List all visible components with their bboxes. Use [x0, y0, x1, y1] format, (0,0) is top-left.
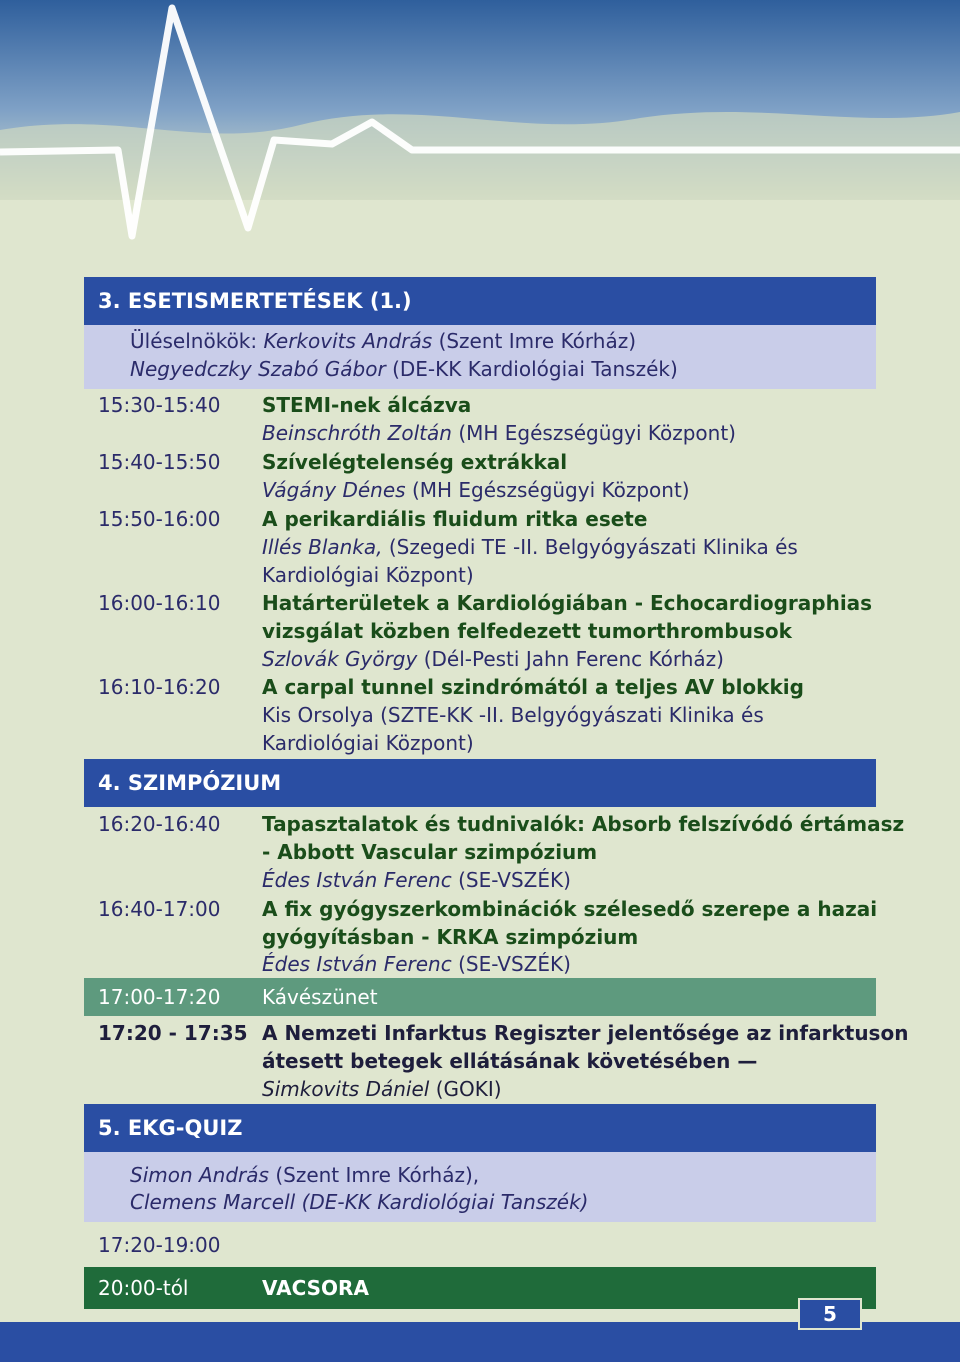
page-number: 5	[823, 1302, 837, 1326]
talk-speaker: Édes István Ferenc (SE-VSZÉK)	[262, 952, 571, 976]
talk-time: 15:30-15:40	[98, 393, 221, 417]
talk-time: 16:10-16:20	[98, 675, 221, 699]
talk-title: Tapasztalatok és tudnivalók: Absorb felszívódó értámasz	[262, 812, 905, 836]
talk-title: A carpal tunnel szindrómától a teljes AV blokkig	[262, 675, 804, 699]
talk-title: STEMI-nek álcázva	[262, 393, 472, 417]
talk-title: Szívelégtelenség extrákkal	[262, 450, 568, 474]
talk-speaker: Szlovák György (Dél-Pesti Jahn Ferenc Kórház)	[262, 647, 724, 671]
section4-header: 4. SZIMPÓZIUM	[84, 759, 876, 807]
talk-time: 16:00-16:10	[98, 591, 221, 615]
talk-title-cont: vizsgálat közben felfedezett tumorthrombusok	[262, 619, 792, 643]
talk-title: A Nemzeti Infarktus Regiszter jelentősége az infarktuson	[262, 1021, 909, 1045]
chairs-line-1: Üléselnökök: Kerkovits András (Szent Imre Kórház)	[130, 329, 637, 353]
talk-title-cont: - Abbott Vascular szimpózium	[262, 840, 598, 864]
talk-time: 16:40-17:00	[98, 897, 221, 921]
chairs-line-2: Negyedczky Szabó Gábor (DE-KK Kardiológiai Tanszék)	[130, 357, 678, 381]
talk-speaker: Simkovits Dániel (GOKI)	[262, 1077, 502, 1101]
talk-speaker: Illés Blanka, (Szegedi TE -II. Belgyógyászati Klinika és	[262, 535, 798, 559]
talk-speaker: Vágány Dénes (MH Egészségügyi Központ)	[262, 478, 690, 502]
dinner-time: 20:00-tól	[98, 1276, 189, 1300]
dinner-label: VACSORA	[262, 1276, 369, 1300]
hosts-line-2: Clemens Marcell (DE-KK Kardiológiai Tanszék)	[130, 1190, 589, 1214]
talk-time: 15:40-15:50	[98, 450, 221, 474]
talk-speaker: Kis Orsolya (SZTE-KK -II. Belgyógyászati Klinika és	[262, 703, 764, 727]
talk-time: 17:20 - 17:35	[98, 1021, 248, 1045]
break-label: Kávészünet	[262, 985, 378, 1009]
talk-title: Határterületek a Kardiológiában - Echocardiographias	[262, 591, 873, 615]
talk-affil-cont: Kardiológiai Központ)	[262, 731, 474, 755]
talk-speaker: Beinschróth Zoltán (MH Egészségügyi Központ)	[262, 421, 736, 445]
section3-header: 3. ESETISMERTETÉSEK (1.)	[84, 277, 876, 325]
hosts-line-1: Simon András (Szent Imre Kórház),	[130, 1163, 480, 1187]
talk-title: A fix gyógyszerkombinációk szélesedő szerepe a hazai	[262, 897, 878, 921]
talk-title: A perikardiális fluidum ritka esete	[262, 507, 648, 531]
talk-title-cont: gyógyításban - KRKA szimpózium	[262, 925, 639, 949]
talk-time: 16:20-16:40	[98, 812, 221, 836]
section5-header: 5. EKG-QUIZ	[84, 1104, 876, 1152]
dinner-band	[84, 1267, 876, 1309]
talk-affil-cont: Kardiológiai Központ)	[262, 563, 474, 587]
talk-time: 15:50-16:00	[98, 507, 221, 531]
talk-speaker: Édes István Ferenc (SE-VSZÉK)	[262, 868, 571, 892]
talk-title-cont: átesett betegek ellátásának követésében —	[262, 1049, 758, 1073]
quiz-time: 17:20-19:00	[98, 1233, 221, 1257]
break-time: 17:00-17:20	[98, 985, 221, 1009]
